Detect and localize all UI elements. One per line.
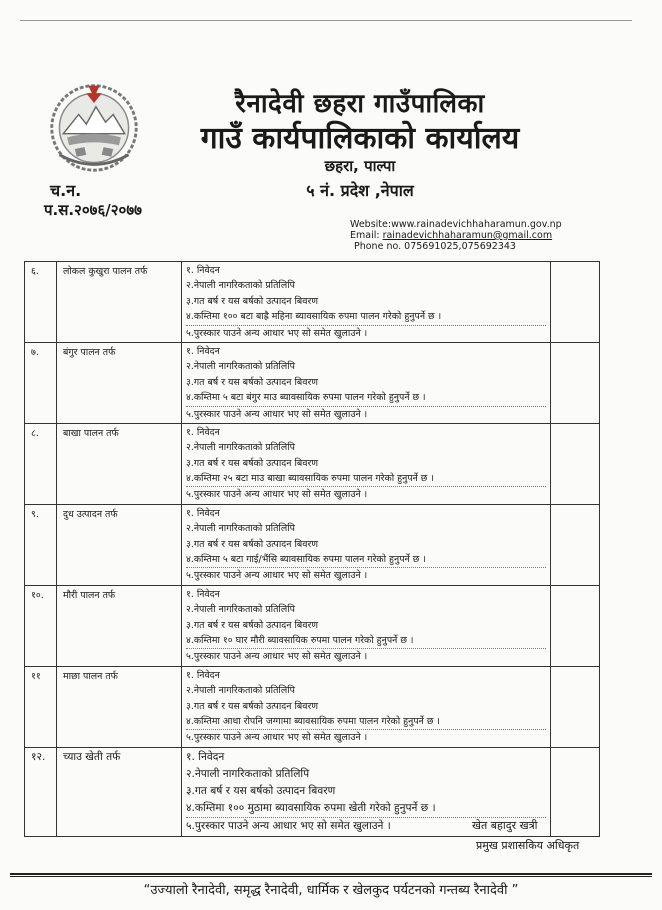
requirement-item: ३.गत बर्ष र यस बर्षको उत्पादन बिवरण xyxy=(186,784,336,797)
requirement-item: ३.गत बर्ष र यस बर्षको उत्पादन बिवरण xyxy=(186,376,319,388)
requirement-item: ५.पुरस्कार पाउने अन्य आधार भए सो समेत खुलाउने । xyxy=(186,732,368,744)
requirement-item: २.नेपाली नागरिकताको प्रतिलिपि xyxy=(186,523,295,535)
requirement-item: १. निवेदन xyxy=(186,669,220,681)
requirement-item: ५.पुरस्कार पाउने अन्य आधार भए सो समेत खुलाउने । xyxy=(186,327,368,339)
website-text: Website:www.rainadevichhaharamun.gov.np xyxy=(350,219,562,230)
address-line-2: ५ नं. प्रदेश ,नेपाल xyxy=(306,181,414,200)
requirement-item: ४.कम्तिमा २५ बटा माउ बाखा ब्यावसायिक रुपमा पालन गरेको हुनुपर्ने छ । xyxy=(186,471,546,487)
row-category: मौरी पालन तर्फ xyxy=(57,585,182,666)
fiscal-year: प.स.२०७६/२०७७ xyxy=(44,201,142,219)
row-category: माछा पालन तर्फ xyxy=(57,666,182,747)
requirement-item: ४.कम्तिमा ५ बटा बंगुर माउ ब्यावसायिक रुपमा पालन गरेको हुनुपर्ने छ । xyxy=(186,390,546,406)
requirement-item: ४.कम्तिमा १०० मुठामा ब्यावसायिक रुपमा खेती गरेको हुनुपर्ने छ । xyxy=(186,800,546,818)
requirement-item: २.नेपाली नागरिकताको प्रतिलिपि xyxy=(186,442,295,454)
row-number: ८. xyxy=(25,423,57,504)
requirement-item: ५.पुरस्कार पाउने अन्य आधार भए सो समेत खुलाउने । xyxy=(186,408,368,420)
contact-block xyxy=(350,219,562,252)
row-remarks xyxy=(551,504,600,585)
row-number: १०. xyxy=(25,585,57,666)
email-label: Email: xyxy=(350,230,383,241)
row-requirements xyxy=(182,504,551,585)
requirement-item: ५.पुरस्कार पाउने अन्य आधार भए सो समेत खुलाउने । xyxy=(186,489,368,501)
top-rule xyxy=(20,20,632,21)
requirement-item: ४.कम्तिमा ५ बटा गाई/भैंसि ब्यावसायिक रुपमा पालन गरेको हुनुपर्ने छ । xyxy=(186,552,546,568)
footer-rule xyxy=(10,873,652,877)
row-remarks xyxy=(551,666,600,747)
row-requirements xyxy=(182,342,551,423)
requirement-item: ३.गत बर्ष र यस बर्षको उत्पादन बिवरण xyxy=(186,295,319,307)
row-category: च्याउ खेती तर्फ xyxy=(57,747,182,836)
requirement-item: २.नेपाली नागरिकताको प्रतिलिपि xyxy=(186,604,295,616)
table-row xyxy=(25,585,600,666)
requirement-item: ३.गत बर्ष र यस बर्षको उत्पादन बिवरण xyxy=(186,457,319,469)
requirement-item: ३.गत बर्ष र यस बर्षको उत्पादन बिवरण xyxy=(186,538,319,550)
requirement-item: २.नेपाली नागरिकताको प्रतिलिपि xyxy=(186,361,295,373)
requirement-item: ४.कम्तिमा १०० बटा बाह्रै महिना ब्यावसायिक रुपमा पालन गरेको हुनुपर्ने छ । xyxy=(186,309,546,325)
requirement-item: २.नेपाली नागरिकताको प्रतिलिपि xyxy=(186,280,295,292)
row-remarks xyxy=(551,747,600,836)
row-category: दुध उत्पादन तर्फ xyxy=(57,504,182,585)
row-number: ७. xyxy=(25,342,57,423)
requirement-item: ५.पुरस्कार पाउने अन्य आधार भए सो समेत खुलाउने । xyxy=(186,570,368,582)
requirement-item: ४.कम्तिमा आधा रोपनि जग्गामा ब्यावसायिक रुपमा पालन गरेको हुनुपर्ने छ । xyxy=(186,714,546,730)
requirement-item: ५.पुरस्कार पाउने अन्य आधार भए सो समेत खुलाउने । xyxy=(186,651,368,663)
row-remarks xyxy=(551,585,600,666)
row-requirements xyxy=(182,666,551,747)
requirement-item: १. निवेदन xyxy=(186,507,220,519)
row-requirements xyxy=(182,262,551,343)
row-remarks xyxy=(551,423,600,504)
office-name: गाउँ कार्यपालिकाको कार्यालय xyxy=(200,121,520,156)
row-number: ११ xyxy=(25,666,57,747)
reference-number-label: च.न. xyxy=(50,181,82,200)
row-requirements xyxy=(182,585,551,666)
table-row xyxy=(25,423,600,504)
requirement-item: १. निवेदन xyxy=(186,588,220,600)
requirements-table xyxy=(24,261,600,837)
footer-slogan: “उज्यालो रैनादेवी, समृद्ध रैनादेवी, धार्मिक र खेलकुद पर्यटनको गन्तब्य रैनादेवी ” xyxy=(143,883,519,898)
address-line-1: छहरा, पाल्पा xyxy=(324,157,396,175)
requirement-item: १. निवेदन xyxy=(186,426,220,438)
row-requirements xyxy=(182,423,551,504)
table-row xyxy=(25,504,600,585)
requirement-item: १. निवेदन xyxy=(186,750,225,763)
row-category: बाखा पालन तर्फ xyxy=(57,423,182,504)
table-row xyxy=(25,342,600,423)
signatory-name: खेत बहादुर खत्री xyxy=(472,819,538,832)
row-number: १२. xyxy=(25,747,57,836)
row-remarks xyxy=(551,342,600,423)
municipality-name: रैनादेवी छहरा गाउँपालिका xyxy=(235,89,485,119)
requirement-item: १. निवेदन xyxy=(186,345,220,357)
requirement-item: ३.गत बर्ष र यस बर्षको उत्पादन बिवरण xyxy=(186,619,319,631)
email-line xyxy=(350,230,562,241)
row-number: ९. xyxy=(25,504,57,585)
row-number: ६. xyxy=(25,262,57,343)
table-row xyxy=(25,262,600,343)
row-category: बंगुर पालन तर्फ xyxy=(57,342,182,423)
signatory-title: प्रमुख प्रशासकिय अधिकृत xyxy=(476,839,580,852)
row-category: लोकल कुखुरा पालन तर्फ xyxy=(57,262,182,343)
email-link[interactable]: rainadevichhaharamun@gmail.com xyxy=(382,230,553,241)
requirement-item: २.नेपाली नागरिकताको प्रतिलिपि xyxy=(186,767,310,780)
requirement-item: १. निवेदन xyxy=(186,265,220,276)
requirement-item: ५.पुरस्कार पाउने अन्य आधार भए सो समेत खुलाउने । xyxy=(186,819,391,832)
table-row xyxy=(25,666,600,747)
row-remarks xyxy=(551,262,600,343)
requirement-item: ४.कम्तिमा १० घार मौरी ब्यावसायिक रुपमा पालन गरेको हुनुपर्ने छ । xyxy=(186,633,546,649)
requirement-item: २.नेपाली नागरिकताको प्रतिलिपि xyxy=(186,685,295,697)
requirements-table-body xyxy=(25,262,600,837)
requirement-item: ३.गत बर्ष र यस बर्षको उत्पादन बिवरण xyxy=(186,700,319,712)
phone-text: Phone no. 075691025,075692343 xyxy=(354,241,516,252)
